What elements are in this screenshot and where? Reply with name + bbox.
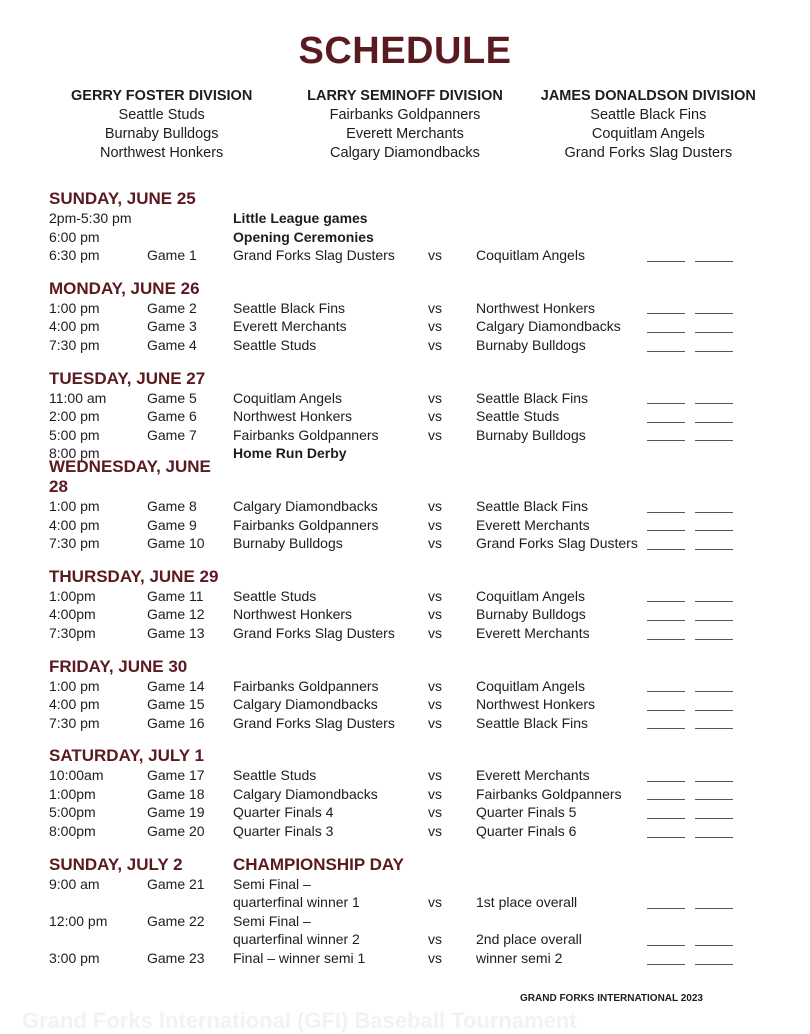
day-header xyxy=(49,276,769,299)
away-team: Burnaby Bulldogs xyxy=(476,336,586,353)
score-blanks xyxy=(647,512,733,513)
versus-label: vs xyxy=(428,426,442,443)
home-team: quarterfinal winner 1 xyxy=(233,894,360,911)
versus-label xyxy=(428,912,476,931)
home-team: Home Run Derby xyxy=(233,445,347,462)
division-column xyxy=(527,87,770,163)
game-number: Game 2 xyxy=(147,299,197,316)
game-row xyxy=(49,246,769,265)
day-section xyxy=(49,852,769,968)
page-title: SCHEDULE xyxy=(298,30,512,72)
day-header xyxy=(49,564,769,587)
day-title: MONDAY, JUNE 26 xyxy=(49,278,200,298)
away-team: Seattle Black Fins xyxy=(476,389,589,406)
versus-label: vs xyxy=(428,696,442,713)
division-team: Everett Merchants xyxy=(346,126,464,142)
away-team: Everett Merchants xyxy=(476,516,590,533)
game-number: Game 9 xyxy=(147,516,197,533)
game-row xyxy=(49,209,769,228)
game-time: 3:00 pm xyxy=(49,950,100,967)
score-blank-line[interactable] xyxy=(647,728,685,729)
score-blank-line[interactable] xyxy=(695,549,733,550)
score-blank-line[interactable] xyxy=(695,440,733,441)
home-team: quarterfinal winner 2 xyxy=(233,931,360,948)
game-number: Game 13 xyxy=(147,624,205,641)
game-time: 11:00 am xyxy=(49,389,107,406)
day-header xyxy=(49,186,769,209)
score-blanks xyxy=(647,601,733,602)
score-blank-line[interactable] xyxy=(647,710,685,711)
versus-label: vs xyxy=(428,408,442,425)
score-blank-line[interactable] xyxy=(695,512,733,513)
score-blank-line[interactable] xyxy=(695,837,733,838)
game-row xyxy=(49,624,769,643)
score-blank-line[interactable] xyxy=(695,620,733,621)
versus-label: vs xyxy=(428,389,442,406)
score-blanks xyxy=(647,945,733,946)
game-number: Game 17 xyxy=(147,767,205,784)
versus-label: vs xyxy=(428,894,442,911)
score-blank-line[interactable] xyxy=(647,781,685,782)
game-row xyxy=(49,587,769,606)
score-blank-line[interactable] xyxy=(695,261,733,262)
game-time: 12:00 pm xyxy=(49,912,108,929)
game-time: 2:00 pm xyxy=(49,408,100,425)
game-time: 1:00 pm xyxy=(49,497,100,514)
home-team: Everett Merchants xyxy=(233,318,347,335)
game-time: 4:00pm xyxy=(49,606,96,623)
game-row xyxy=(49,695,769,714)
game-number xyxy=(147,444,233,463)
game-number xyxy=(147,893,233,912)
game-time: 8:00pm xyxy=(49,823,96,840)
game-time: 1:00 pm xyxy=(49,677,100,694)
game-row xyxy=(49,766,769,785)
away-team: Grand Forks Slag Dusters xyxy=(476,535,638,552)
game-row xyxy=(49,389,769,408)
home-team: Seattle Black Fins xyxy=(233,299,346,316)
score-blanks xyxy=(647,908,733,909)
versus-label: vs xyxy=(428,516,442,533)
game-time: 6:00 pm xyxy=(49,228,100,245)
away-team xyxy=(476,912,646,931)
game-number: Game 21 xyxy=(147,875,205,892)
game-row xyxy=(49,407,769,426)
score-blank-line[interactable] xyxy=(647,512,685,513)
game-number: Game 22 xyxy=(147,912,205,929)
game-row xyxy=(49,893,769,912)
score-blank-line[interactable] xyxy=(695,422,733,423)
game-row xyxy=(49,534,769,553)
game-row xyxy=(49,912,769,931)
day-title: FRIDAY, JUNE 30 xyxy=(49,656,188,676)
away-team: Fairbanks Goldpanners xyxy=(476,785,622,802)
score-blank-line[interactable] xyxy=(647,945,685,946)
game-number: Game 12 xyxy=(147,606,205,623)
score-blank-line[interactable] xyxy=(647,799,685,800)
away-team xyxy=(476,875,646,894)
score-blank-line[interactable] xyxy=(647,691,685,692)
day-header xyxy=(49,654,769,677)
division-team: Grand Forks Slag Dusters xyxy=(564,145,733,161)
away-team: Burnaby Bulldogs xyxy=(476,606,586,623)
day-subtitle: CHAMPIONSHIP DAY xyxy=(233,854,404,874)
game-row xyxy=(49,299,769,318)
score-blank-line[interactable] xyxy=(695,313,733,314)
versus-label: vs xyxy=(428,606,442,623)
versus-label: vs xyxy=(428,247,442,264)
score-blank-line[interactable] xyxy=(647,403,685,404)
score-blank-line[interactable] xyxy=(695,799,733,800)
score-blank-line[interactable] xyxy=(647,837,685,838)
game-time: 10:00am xyxy=(49,767,104,784)
away-team: Northwest Honkers xyxy=(476,299,596,316)
score-blank-line[interactable] xyxy=(647,620,685,621)
game-number: Game 16 xyxy=(147,714,205,731)
game-number: Game 1 xyxy=(147,247,197,264)
home-team: Calgary Diamondbacks xyxy=(233,497,378,514)
game-number: Game 20 xyxy=(147,823,205,840)
game-number: Game 14 xyxy=(147,677,205,694)
game-row xyxy=(49,949,769,968)
game-row xyxy=(49,228,769,247)
score-blanks xyxy=(647,639,733,640)
score-blanks xyxy=(647,313,733,314)
day-title: SATURDAY, JULY 1 xyxy=(49,746,204,766)
game-row xyxy=(49,822,769,841)
away-team: Seattle Studs xyxy=(476,408,560,425)
game-time: 4:00 pm xyxy=(49,516,100,533)
home-team: Calgary Diamondbacks xyxy=(233,696,378,713)
game-time: 7:30pm xyxy=(49,624,96,641)
day-section xyxy=(49,366,769,463)
game-time: 5:00pm xyxy=(49,804,96,821)
game-number: Game 7 xyxy=(147,426,197,443)
versus-label: vs xyxy=(428,336,442,353)
home-team: Grand Forks Slag Dusters xyxy=(233,247,395,264)
score-blanks xyxy=(647,530,733,531)
score-blank-line[interactable] xyxy=(695,530,733,531)
versus-label xyxy=(428,875,476,894)
home-team: Grand Forks Slag Dusters xyxy=(233,714,395,731)
away-team: winner semi 2 xyxy=(476,950,563,967)
score-blanks xyxy=(647,440,733,441)
game-time xyxy=(49,930,147,949)
score-blank-line[interactable] xyxy=(647,261,685,262)
day-header xyxy=(49,456,769,497)
versus-label: vs xyxy=(428,318,442,335)
home-team: Calgary Diamondbacks xyxy=(233,785,378,802)
away-team: Coquitlam Angels xyxy=(476,247,585,264)
game-number: Game 6 xyxy=(147,408,197,425)
score-blank-line[interactable] xyxy=(647,908,685,909)
score-blank-line[interactable] xyxy=(695,403,733,404)
game-number: Game 4 xyxy=(147,336,197,353)
home-team: Opening Ceremonies xyxy=(233,228,374,245)
away-team xyxy=(476,444,646,463)
versus-label: vs xyxy=(428,714,442,731)
game-time: 7:30 pm xyxy=(49,714,100,731)
score-blank-line[interactable] xyxy=(647,440,685,441)
away-team: Coquitlam Angels xyxy=(476,677,585,694)
day-section xyxy=(49,564,769,643)
home-team: Quarter Finals 4 xyxy=(233,804,334,821)
away-team: Everett Merchants xyxy=(476,624,590,641)
game-row xyxy=(49,875,769,894)
footer-text: GRAND FORKS INTERNATIONAL 2023 xyxy=(520,993,703,1004)
game-time: 7:30 pm xyxy=(49,535,100,552)
game-number: Game 19 xyxy=(147,804,205,821)
score-blank-line[interactable] xyxy=(647,601,685,602)
game-number xyxy=(147,228,233,247)
score-blanks xyxy=(647,422,733,423)
game-row xyxy=(49,497,769,516)
game-time: 1:00pm xyxy=(49,587,96,604)
score-blank-line[interactable] xyxy=(647,818,685,819)
score-blanks xyxy=(647,351,733,352)
division-column xyxy=(40,87,283,163)
day-title: TUESDAY, JUNE 27 xyxy=(49,368,206,388)
game-number xyxy=(147,930,233,949)
score-blank-line[interactable] xyxy=(647,639,685,640)
game-time: 9:00 am xyxy=(49,875,100,892)
score-blanks xyxy=(647,728,733,729)
game-time: 4:00 pm xyxy=(49,696,100,713)
home-team: Little League games xyxy=(233,210,368,226)
score-blanks xyxy=(647,837,733,838)
division-name: JAMES DONALDSON DIVISION xyxy=(540,88,756,104)
score-blank-line[interactable] xyxy=(695,728,733,729)
score-blank-line[interactable] xyxy=(695,818,733,819)
home-team: Grand Forks Slag Dusters xyxy=(233,624,395,641)
away-team: 2nd place overall xyxy=(476,931,582,948)
game-number: Game 15 xyxy=(147,696,205,713)
division-name: GERRY FOSTER DIVISION xyxy=(71,88,253,104)
score-blank-line[interactable] xyxy=(647,351,685,352)
game-row xyxy=(49,444,769,463)
home-team: Fairbanks Goldpanners xyxy=(233,516,379,533)
versus-label: vs xyxy=(428,823,442,840)
game-number: Game 8 xyxy=(147,497,197,514)
game-row xyxy=(49,930,769,949)
versus-label: vs xyxy=(428,587,442,604)
division-column xyxy=(283,87,526,163)
home-team: Northwest Honkers xyxy=(233,606,353,623)
away-team: 1st place overall xyxy=(476,894,578,911)
score-blanks xyxy=(647,332,733,333)
score-blank-line[interactable] xyxy=(647,964,685,965)
schedule xyxy=(49,186,769,979)
score-blank-line[interactable] xyxy=(647,422,685,423)
day-title: THURSDAY, JUNE 29 xyxy=(49,566,219,586)
score-blank-line[interactable] xyxy=(695,964,733,965)
score-blanks xyxy=(647,691,733,692)
home-team: Fairbanks Goldpanners xyxy=(233,677,379,694)
score-blanks xyxy=(647,799,733,800)
game-time: 1:00pm xyxy=(49,785,96,802)
away-team: Calgary Diamondbacks xyxy=(476,318,621,335)
divisions xyxy=(40,87,770,163)
away-team xyxy=(476,228,646,247)
home-team: Coquitlam Angels xyxy=(233,389,342,406)
day-header xyxy=(49,852,769,875)
away-team: Coquitlam Angels xyxy=(476,587,585,604)
away-team xyxy=(476,209,646,228)
home-team: Seattle Studs xyxy=(233,336,317,353)
game-number: Game 23 xyxy=(147,950,205,967)
away-team: Everett Merchants xyxy=(476,767,590,784)
versus-label xyxy=(428,209,476,228)
score-blanks xyxy=(647,781,733,782)
score-blanks xyxy=(647,818,733,819)
day-section xyxy=(49,276,769,355)
score-blank-line[interactable] xyxy=(695,639,733,640)
game-time: 8:00 pm xyxy=(49,445,100,462)
versus-label: vs xyxy=(428,785,442,802)
division-team: Burnaby Bulldogs xyxy=(104,126,219,142)
game-number: Game 18 xyxy=(147,785,205,802)
score-blank-line[interactable] xyxy=(695,908,733,909)
home-team: Northwest Honkers xyxy=(233,408,353,425)
game-time: 5:00 pm xyxy=(49,426,100,443)
game-row xyxy=(49,516,769,535)
score-blanks xyxy=(647,710,733,711)
score-blank-line[interactable] xyxy=(695,945,733,946)
score-blank-line[interactable] xyxy=(695,351,733,352)
game-number: Game 10 xyxy=(147,535,205,552)
game-row xyxy=(49,336,769,355)
day-title: WEDNESDAY, JUNE 28 xyxy=(49,456,211,496)
home-team: Final – winner semi 1 xyxy=(233,950,366,967)
game-number: Game 11 xyxy=(147,587,204,604)
game-row xyxy=(49,426,769,445)
home-team: Semi Final – xyxy=(233,912,311,929)
score-blanks xyxy=(647,261,733,262)
home-team: Quarter Finals 3 xyxy=(233,823,334,840)
away-team: Quarter Finals 5 xyxy=(476,804,577,821)
score-blanks xyxy=(647,549,733,550)
score-blank-line[interactable] xyxy=(695,691,733,692)
division-team: Calgary Diamondbacks xyxy=(330,145,480,161)
home-team: Semi Final – xyxy=(233,875,311,892)
division-team: Fairbanks Goldpanners xyxy=(329,107,481,123)
score-blanks xyxy=(647,964,733,965)
game-time: 2pm-5:30 pm xyxy=(49,210,132,226)
game-number: Game 5 xyxy=(147,389,197,406)
day-title: SUNDAY, JUNE 25 xyxy=(49,189,196,208)
day-header xyxy=(49,743,769,766)
game-row xyxy=(49,803,769,822)
home-team: Seattle Studs xyxy=(233,767,317,784)
away-team: Burnaby Bulldogs xyxy=(476,426,586,443)
game-row xyxy=(49,677,769,696)
versus-label: vs xyxy=(428,497,442,514)
day-section xyxy=(49,743,769,840)
away-team: Seattle Black Fins xyxy=(476,497,589,514)
game-time: 6:30 pm xyxy=(49,247,100,264)
score-blank-line[interactable] xyxy=(647,313,685,314)
versus-label: vs xyxy=(428,931,442,948)
home-team: Seattle Studs xyxy=(233,587,317,604)
score-blank-line[interactable] xyxy=(695,781,733,782)
versus-label: vs xyxy=(428,677,442,694)
versus-label: vs xyxy=(428,804,442,821)
away-team: Quarter Finals 6 xyxy=(476,823,577,840)
versus-label: vs xyxy=(428,950,442,967)
game-number: Game 3 xyxy=(147,318,197,335)
versus-label: vs xyxy=(428,299,442,316)
score-blank-line[interactable] xyxy=(695,601,733,602)
away-team: Northwest Honkers xyxy=(476,696,596,713)
versus-label: vs xyxy=(428,535,442,552)
game-number xyxy=(147,209,233,228)
day-header xyxy=(49,366,769,389)
game-time: 7:30 pm xyxy=(49,336,100,353)
game-time: 4:00 pm xyxy=(49,318,100,335)
away-team: Seattle Black Fins xyxy=(476,714,589,731)
versus-label: vs xyxy=(428,624,442,641)
game-row xyxy=(49,317,769,336)
home-team: Fairbanks Goldpanners xyxy=(233,426,379,443)
score-blank-line[interactable] xyxy=(647,332,685,333)
day-title: SUNDAY, JULY 2 xyxy=(49,854,183,874)
score-blank-line[interactable] xyxy=(647,530,685,531)
division-name: LARRY SEMINOFF DIVISION xyxy=(307,88,503,104)
watermark: Grand Forks International (GFI) Baseball Tournament xyxy=(22,1008,577,1033)
versus-label xyxy=(428,228,476,247)
division-team: Seattle Studs xyxy=(118,107,205,123)
game-time: 1:00 pm xyxy=(49,299,100,316)
day-section xyxy=(49,654,769,733)
versus-label: vs xyxy=(428,767,442,784)
day-section xyxy=(49,186,769,265)
game-time xyxy=(49,893,147,912)
score-blank-line[interactable] xyxy=(695,710,733,711)
score-blanks xyxy=(647,620,733,621)
home-team: Burnaby Bulldogs xyxy=(233,535,343,552)
score-blanks xyxy=(647,403,733,404)
score-blank-line[interactable] xyxy=(695,332,733,333)
division-team: Coquitlam Angels xyxy=(591,126,705,142)
day-section xyxy=(49,456,769,553)
versus-label xyxy=(428,444,476,463)
score-blank-line[interactable] xyxy=(647,549,685,550)
game-row xyxy=(49,785,769,804)
game-row xyxy=(49,714,769,733)
game-row xyxy=(49,605,769,624)
division-team: Seattle Black Fins xyxy=(590,107,707,123)
division-team: Northwest Honkers xyxy=(100,145,224,161)
